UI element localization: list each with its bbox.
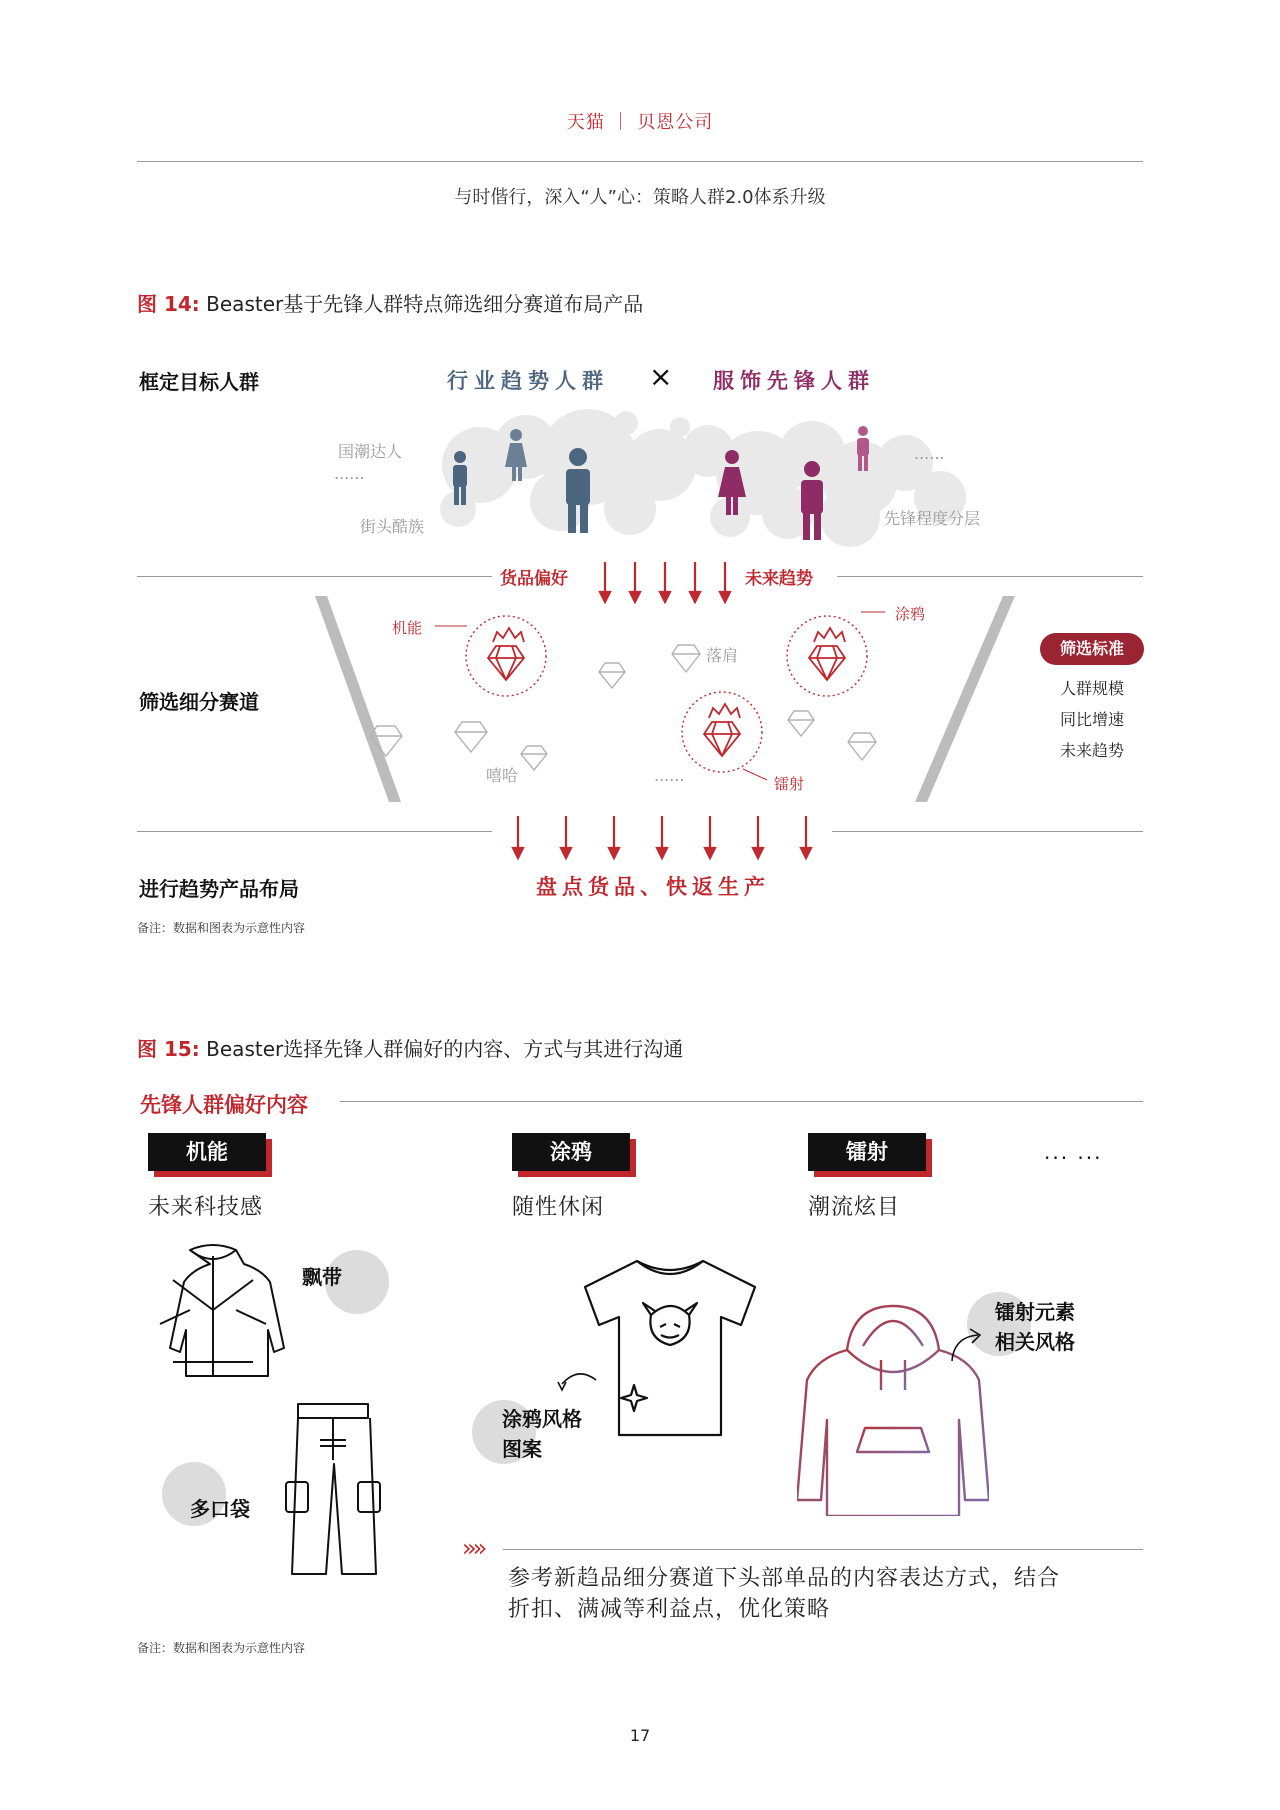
label-ribbon: 飘带 <box>302 1265 342 1289</box>
diamond-leishe <box>704 704 740 756</box>
chevron-icon: »» <box>462 1534 484 1562</box>
divider-left-1 <box>137 576 492 577</box>
track-xiha: 嘻哈 <box>486 766 519 785</box>
figure14-note: 备注：数据和图表为示意性内容 <box>137 921 306 935</box>
summary-line-2: 折扣、满减等利益点，优化策略 <box>508 1597 831 1622</box>
diamond-grey-1 <box>599 663 625 688</box>
tag-jineng: 机能 <box>148 1133 266 1171</box>
label-graffiti-style: 涂鸦风格 <box>502 1407 582 1431</box>
label-street-cool: 街头酷族 <box>360 517 425 536</box>
desc-tuya: 随性休闲 <box>512 1195 605 1220</box>
highlight-circle-leishe <box>682 692 762 772</box>
result-restock-production: 盘点货品、快返生产 <box>536 875 770 899</box>
track-jineng: 机能 <box>392 619 423 637</box>
highlight-circle-jineng <box>466 616 546 696</box>
figure15-number: 图 15: <box>137 1037 200 1061</box>
section-pioneer-preferences: 先锋人群偏好内容 <box>140 1093 308 1117</box>
figure15-caption <box>137 1033 683 1062</box>
tag-leishe: 镭射 <box>808 1133 926 1171</box>
desc-leishe: 潮流炫目 <box>808 1195 901 1220</box>
more-categories: ... ... <box>1044 1140 1103 1164</box>
header-divider <box>137 161 1143 162</box>
highlight-circle-tuya <box>787 616 867 696</box>
industry-trend-crowd-title: 行业趋势人群 <box>447 369 609 393</box>
cargo-pants-icon <box>280 1400 390 1580</box>
diamond-jineng <box>488 628 524 680</box>
row-label-target-crowd: 框定目标人群 <box>139 370 259 394</box>
filter-standard-badge: 筛选标准 <box>1040 633 1144 665</box>
label-pioneer-tiers: 先锋程度分层 <box>884 509 981 528</box>
section-divider <box>340 1101 1143 1102</box>
divider-left-2 <box>137 831 492 832</box>
standard-item: 人群规模 <box>1059 679 1124 698</box>
report-subtitle: 与时偕行，深入“人”心：策略人群2.0体系升级 <box>454 187 826 208</box>
figure14-number: 图 14: <box>137 292 200 316</box>
diamond-grey-7 <box>848 733 876 760</box>
tag-tuya: 涂鸦 <box>512 1133 630 1171</box>
divider-right-1 <box>837 576 1143 577</box>
funnel-right-wall <box>915 596 1015 802</box>
figure15-title: Beaster选择先锋人群偏好的内容、方式与其进行沟通 <box>206 1037 684 1061</box>
label-future-trend: 未来趋势 <box>745 569 813 589</box>
summary-divider <box>503 1549 1143 1550</box>
label-guochao: 国潮达人 <box>338 442 403 461</box>
windbreaker-jacket-icon <box>138 1240 288 1380</box>
apparel-pioneer-crowd-title: 服饰先锋人群 <box>713 369 875 393</box>
row-label-filter-tracks: 筛选细分赛道 <box>139 690 259 714</box>
standard-item: 未来趋势 <box>1059 741 1124 760</box>
arrow-to-leishe-label <box>948 1325 984 1365</box>
diamond-grey-5 <box>521 746 547 770</box>
figure14-caption <box>137 288 643 317</box>
page-number: 17 <box>629 1726 651 1745</box>
filter-standard-list <box>1032 673 1152 766</box>
track-luojian: 落肩 <box>706 646 739 665</box>
label-goods-preference: 货品偏好 <box>500 569 568 589</box>
cross-symbol: × <box>649 360 673 393</box>
divider-right-2 <box>832 831 1143 832</box>
label-laser-elements: 镭射元素 <box>995 1300 1075 1324</box>
track-tuya: 涂鸦 <box>895 605 926 623</box>
diamond-grey-6 <box>788 711 814 736</box>
report-brand-header: 天猫 ｜ 贝恩公司 <box>566 112 714 133</box>
track-leishe: 镭射 <box>774 775 805 793</box>
arrow-to-tuya-label <box>552 1370 600 1394</box>
production-arrows <box>504 814 824 862</box>
funnel-left-wall <box>315 596 401 802</box>
strategy-summary <box>508 1563 1060 1625</box>
diamond-grey-4 <box>455 722 487 752</box>
diamond-tuya <box>809 628 845 680</box>
figure15-note: 备注：数据和图表为示意性内容 <box>137 1641 306 1655</box>
label-related-styles: 相关风格 <box>995 1330 1075 1354</box>
label-dots-left: ...... <box>334 464 365 483</box>
diamond-grey-2 <box>672 645 700 672</box>
label-dots-right: ...... <box>914 444 945 463</box>
crowd-bubble-cloud <box>330 405 1010 555</box>
desc-jineng: 未来科技感 <box>148 1195 264 1220</box>
track-dots: ...... <box>654 766 685 785</box>
row-label-product-layout: 进行趋势产品布局 <box>139 877 299 901</box>
figure14-title: Beaster基于先锋人群特点筛选细分赛道布局产品 <box>206 292 644 316</box>
label-multi-pocket: 多口袋 <box>190 1497 250 1521</box>
summary-line-1: 参考新趋品细分赛道下头部单品的内容表达方式，结合 <box>508 1566 1061 1591</box>
graffiti-tshirt-icon <box>575 1255 765 1440</box>
label-graffiti-pattern: 图案 <box>502 1437 542 1461</box>
standard-item: 同比增速 <box>1059 710 1124 729</box>
